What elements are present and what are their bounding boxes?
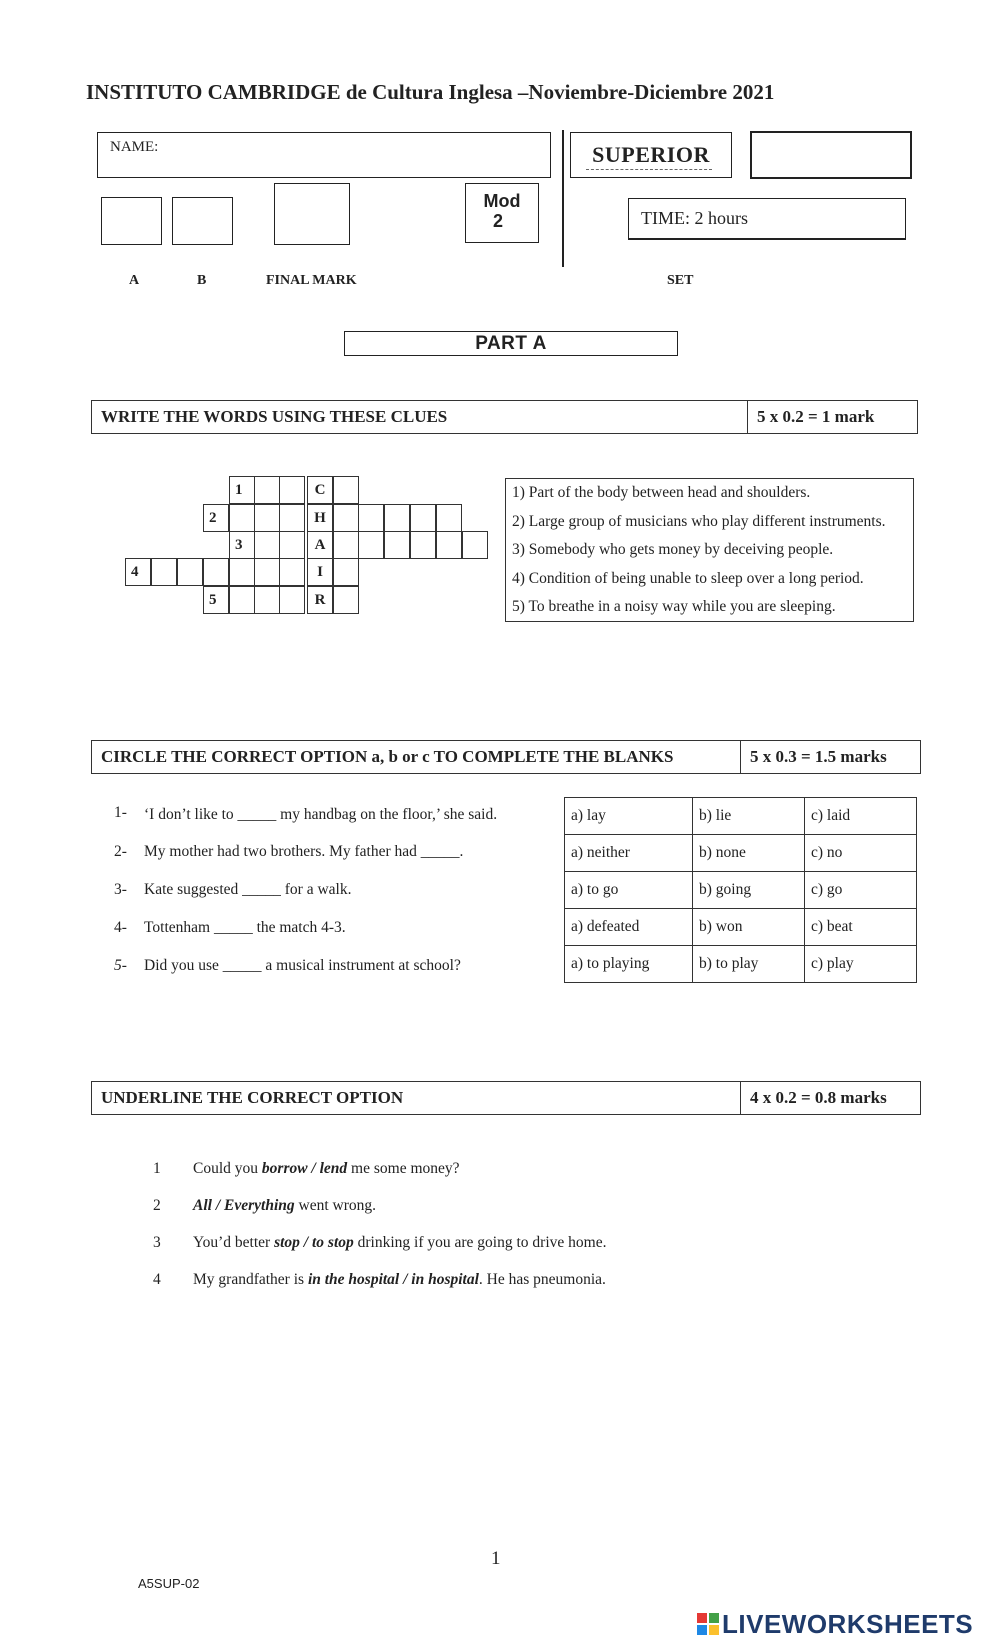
part-a-banner bbox=[344, 331, 678, 356]
crossword-cell[interactable] bbox=[358, 531, 384, 559]
crossword-cell[interactable] bbox=[358, 504, 384, 532]
section1-header bbox=[91, 400, 918, 434]
options-table bbox=[564, 797, 917, 983]
option-b[interactable]: b) going bbox=[693, 872, 805, 909]
key-letter: C bbox=[314, 481, 326, 498]
underline-item bbox=[153, 1160, 460, 1178]
module-label: Mod bbox=[483, 191, 521, 211]
item-options[interactable]: borrow / lend bbox=[261, 1160, 348, 1177]
crossword-cell[interactable] bbox=[279, 586, 305, 614]
item-number: 1 bbox=[153, 1160, 161, 1177]
option-c[interactable]: c) laid bbox=[805, 798, 917, 835]
question-number: 2- bbox=[114, 843, 127, 860]
key-letter: A bbox=[314, 536, 326, 553]
label-final-mark: FINAL MARK bbox=[266, 273, 357, 288]
document-title: INSTITUTO CAMBRIDGE de Cultura Inglesa –Noviembre-Diciembre 2021 bbox=[86, 80, 775, 104]
set-box[interactable] bbox=[750, 131, 912, 179]
item-options[interactable]: stop / to stop bbox=[274, 1234, 354, 1251]
question-text: ‘I don’t like to _____ my handbag on the floor,’ she said. bbox=[144, 806, 498, 823]
label-set: SET bbox=[667, 273, 694, 288]
crossword-cell[interactable] bbox=[229, 476, 255, 504]
item-post: went wrong. bbox=[294, 1197, 376, 1214]
item-pre: My grandfather is bbox=[193, 1271, 308, 1288]
option-a[interactable]: a) defeated bbox=[565, 909, 693, 946]
section2-marks: 5 x 0.3 = 1.5 marks bbox=[750, 747, 887, 766]
crossword-cell[interactable] bbox=[279, 558, 305, 586]
option-c[interactable]: c) go bbox=[805, 872, 917, 909]
options-row bbox=[565, 872, 917, 909]
crossword-cell[interactable] bbox=[279, 531, 305, 559]
clue-number: 2 bbox=[209, 509, 217, 526]
option-a[interactable]: a) to go bbox=[565, 872, 693, 909]
item-post: drinking if you are going to drive home. bbox=[353, 1234, 607, 1251]
crossword-cell-key bbox=[307, 586, 333, 614]
name-box[interactable] bbox=[97, 132, 551, 178]
crossword-cell[interactable] bbox=[229, 558, 255, 586]
underline-item bbox=[153, 1234, 606, 1252]
option-c[interactable]: c) beat bbox=[805, 909, 917, 946]
question-number: 1- bbox=[114, 804, 127, 821]
level-box bbox=[570, 132, 732, 178]
option-a[interactable]: a) to playing bbox=[565, 946, 693, 983]
crossword-cell[interactable] bbox=[177, 558, 203, 586]
crossword-cell[interactable] bbox=[436, 504, 462, 532]
item-pre: You’d better bbox=[193, 1234, 275, 1251]
crossword-cell[interactable] bbox=[410, 504, 436, 532]
section1-marks: 5 x 0.2 = 1 mark bbox=[757, 407, 875, 426]
mark-box-b[interactable] bbox=[172, 197, 233, 245]
logo-square-yellow bbox=[709, 1625, 719, 1635]
crossword-cell[interactable] bbox=[229, 586, 255, 614]
clues-box bbox=[505, 478, 914, 622]
options-row bbox=[565, 909, 917, 946]
crossword-cell-key bbox=[307, 558, 333, 586]
crossword-cell[interactable] bbox=[333, 476, 359, 504]
clue-number: 5 bbox=[209, 591, 217, 608]
option-b[interactable]: b) none bbox=[693, 835, 805, 872]
options-row bbox=[565, 798, 917, 835]
crossword-cell[interactable] bbox=[254, 531, 280, 559]
time-label: TIME: 2 hours bbox=[641, 208, 748, 228]
clue-number: 3 bbox=[235, 536, 243, 553]
module-number: 2 bbox=[492, 211, 503, 231]
item-number: 3 bbox=[153, 1234, 161, 1251]
module-box bbox=[465, 183, 539, 243]
name-label: NAME: bbox=[110, 139, 159, 155]
level-label: SUPERIOR bbox=[592, 142, 710, 167]
options-row bbox=[565, 835, 917, 872]
mark-box-a[interactable] bbox=[101, 197, 162, 245]
key-letter: H bbox=[314, 509, 326, 526]
logo-square-green bbox=[709, 1613, 719, 1623]
item-number: 4 bbox=[153, 1271, 161, 1288]
section2-instruction: CIRCLE THE CORRECT OPTION a, b or c TO COMPLETE THE BLANKS bbox=[92, 741, 741, 773]
option-c[interactable]: c) no bbox=[805, 835, 917, 872]
clue-item: 4) Condition of being unable to sleep over a long period. bbox=[512, 569, 864, 587]
label-a: A bbox=[129, 273, 140, 288]
crossword-cell[interactable] bbox=[410, 531, 436, 559]
question-text: Kate suggested _____ for a walk. bbox=[144, 881, 352, 898]
clue-number: 1 bbox=[235, 481, 243, 498]
crossword-cell-key bbox=[307, 504, 333, 532]
clue-number: 4 bbox=[131, 563, 139, 580]
item-options[interactable]: in the hospital / in hospital bbox=[307, 1271, 479, 1288]
question-number: 5- bbox=[114, 957, 127, 974]
section1-instruction: WRITE THE WORDS USING THESE CLUES bbox=[92, 401, 748, 433]
crossword-cell[interactable] bbox=[436, 531, 462, 559]
crossword-cell-key bbox=[307, 531, 333, 559]
crossword-cell[interactable] bbox=[384, 531, 410, 559]
crossword-cell-key bbox=[307, 476, 333, 504]
crossword-cell[interactable] bbox=[203, 586, 229, 614]
clue-item: 5) To breathe in a noisy way while you are sleeping. bbox=[512, 598, 836, 615]
crossword-cell[interactable] bbox=[203, 558, 229, 586]
item-pre: Could you bbox=[193, 1160, 262, 1177]
logo-square-blue bbox=[697, 1625, 707, 1635]
underline-item bbox=[153, 1271, 606, 1289]
crossword-cell[interactable] bbox=[229, 531, 255, 559]
question-text: Tottenham _____ the match 4-3. bbox=[144, 919, 346, 936]
clue-item: 3) Somebody who gets money by deceiving people. bbox=[512, 541, 834, 558]
time-box bbox=[628, 198, 906, 240]
key-letter: R bbox=[314, 591, 326, 608]
vertical-divider bbox=[562, 130, 564, 267]
logo-icon bbox=[697, 1613, 719, 1635]
item-number: 2 bbox=[153, 1197, 161, 1214]
crossword-cell[interactable] bbox=[333, 586, 359, 614]
crossword-cell[interactable] bbox=[462, 531, 488, 559]
item-post: . He has pneumonia. bbox=[478, 1271, 606, 1288]
option-c[interactable]: c) play bbox=[805, 946, 917, 983]
crossword-cell[interactable] bbox=[229, 504, 255, 532]
section3-header bbox=[91, 1081, 921, 1115]
section3-instruction: UNDERLINE THE CORRECT OPTION bbox=[92, 1082, 741, 1114]
question-number: 4- bbox=[114, 919, 127, 936]
question-text: My mother had two brothers. My father had _____. bbox=[144, 843, 464, 860]
crossword-cell[interactable] bbox=[254, 504, 280, 532]
crossword-cell[interactable] bbox=[279, 504, 305, 532]
option-b[interactable]: b) to play bbox=[693, 946, 805, 983]
level-underline bbox=[586, 169, 712, 170]
crossword-cell[interactable] bbox=[254, 476, 280, 504]
crossword-cell[interactable] bbox=[333, 531, 359, 559]
crossword-cell[interactable] bbox=[333, 558, 359, 586]
option-a[interactable]: a) neither bbox=[565, 835, 693, 872]
document-code: A5SUP-02 bbox=[138, 1576, 200, 1591]
crossword-cell[interactable] bbox=[254, 558, 280, 586]
option-b[interactable]: b) won bbox=[693, 909, 805, 946]
item-options[interactable]: All / Everything bbox=[193, 1197, 295, 1214]
question-number: 3- bbox=[114, 881, 127, 898]
crossword-cell[interactable] bbox=[254, 586, 280, 614]
item-post: me some money? bbox=[347, 1160, 460, 1177]
label-b: B bbox=[197, 273, 207, 288]
key-letter: I bbox=[317, 563, 323, 580]
section3-marks: 4 x 0.2 = 0.8 marks bbox=[750, 1088, 887, 1107]
underline-item bbox=[153, 1197, 376, 1215]
liveworksheets-logo[interactable] bbox=[697, 1610, 973, 1638]
section2-header bbox=[91, 740, 921, 774]
part-a-label: PART A bbox=[475, 332, 547, 354]
logo-square-red bbox=[697, 1613, 707, 1623]
crossword-cell[interactable] bbox=[203, 504, 229, 532]
final-mark-box[interactable] bbox=[274, 183, 350, 245]
page-number: 1 bbox=[491, 1548, 501, 1569]
crossword-cell[interactable] bbox=[151, 558, 177, 586]
option-a[interactable]: a) lay bbox=[565, 798, 693, 835]
options-row bbox=[565, 946, 917, 983]
question-text: Did you use _____ a musical instrument at school? bbox=[144, 957, 461, 974]
crossword-cell[interactable] bbox=[279, 476, 305, 504]
crossword-cell[interactable] bbox=[125, 558, 151, 586]
crossword-cell[interactable] bbox=[384, 504, 410, 532]
option-b[interactable]: b) lie bbox=[693, 798, 805, 835]
clue-item: 1) Part of the body between head and shoulders. bbox=[512, 484, 811, 501]
crossword-cell[interactable] bbox=[333, 504, 359, 532]
clue-item: 2) Large group of musicians who play different instruments. bbox=[512, 512, 886, 530]
logo-text: LIVEWORKSHEETS bbox=[722, 1608, 974, 1639]
